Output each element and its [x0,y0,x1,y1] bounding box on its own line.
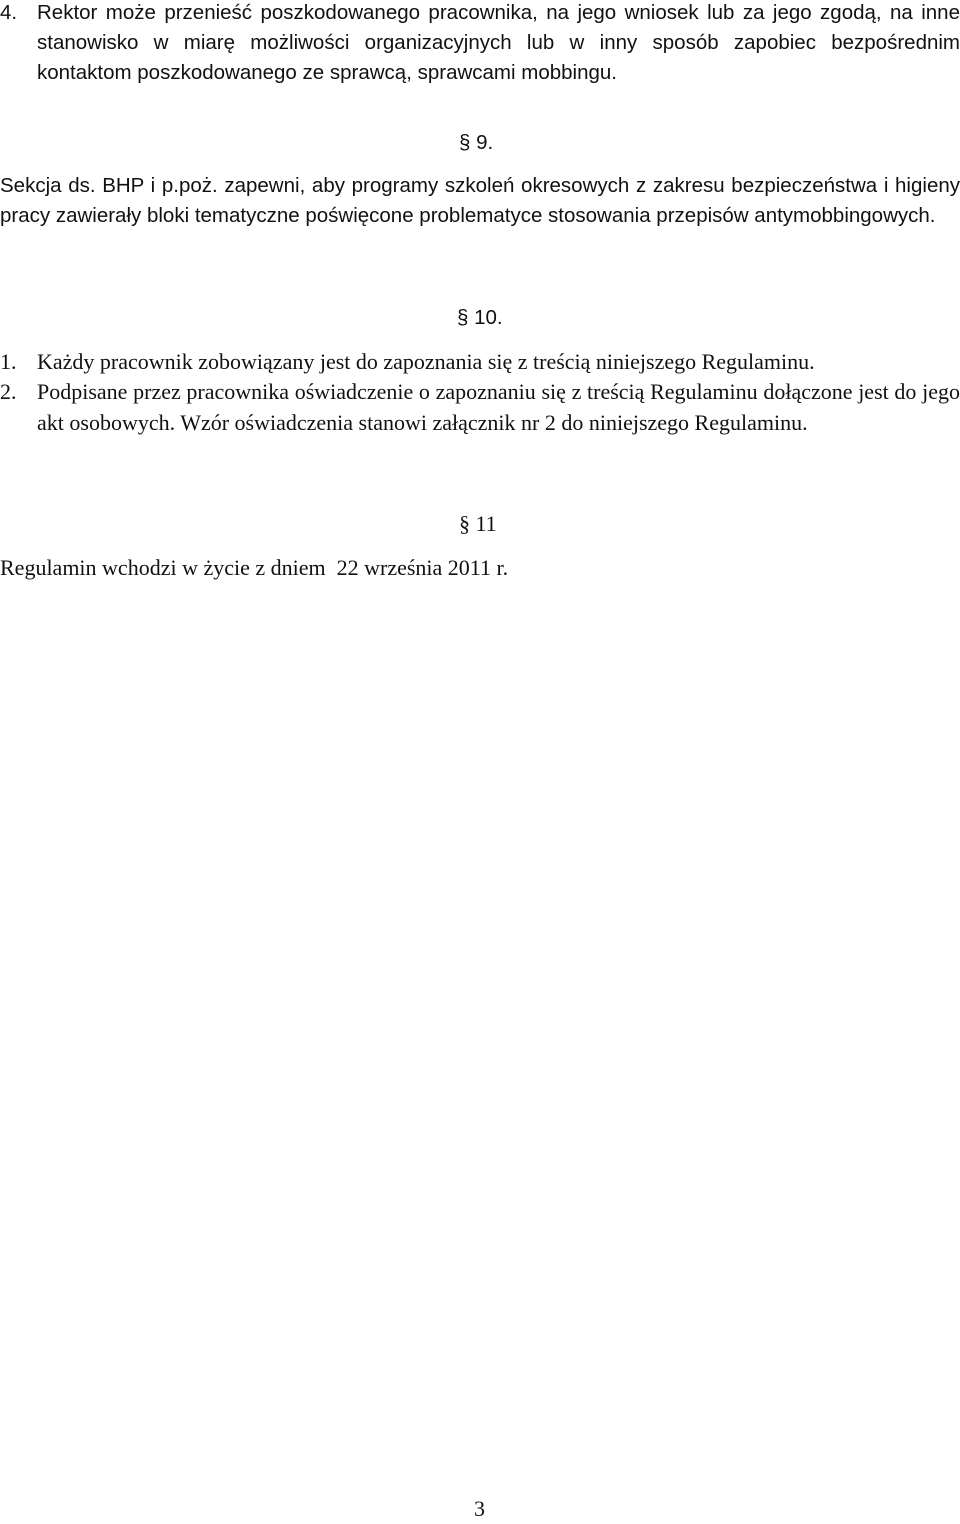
section-11-text: Regulamin wchodzi w życie z dniem 22 września 2011 r. [0,555,509,580]
page-number: 3 [474,1496,485,1521]
paragraph-4-number: 4. [0,1,18,24]
section-10-heading: § 10. [457,306,503,329]
list-item-number: 1. [0,349,17,374]
section-10-item-1 [0,346,960,377]
list-item-text: Podpisane przez pracownika oświadczenie o zapoznaniu się z treścią Regulaminu dołączone jest do jego akt osobowych. Wzór oświadczenia stanowi załącznik nr 2 do niniejszego Regulaminu. [37,379,960,435]
list-item-text: Każdy pracownik zobowiązany jest do zapoznania się z treścią niniejszego Regulaminu. [37,349,815,374]
section-9-heading: § 9. [459,131,494,154]
section-11-heading: § 11 [459,511,497,536]
section-9-text: Sekcja ds. BHP i p.poż. zapewni, aby programy szkoleń okresowych z zakresu bezpieczeństwa i higieny pracy zawierały bloki tematyczne poświęcone problematyce stosowania przepisów antymobbingowych. [0,174,960,227]
section-10-item-2 [0,376,960,438]
list-item-number: 2. [0,379,17,404]
paragraph-4 [0,0,960,88]
paragraph-4-text: Rektor może przenieść poszkodowanego pracownika, na jego wniosek lub za jego zgodą, na inne stanowisko w miarę możliwości organizacyjnych lub w inny sposób zapobiec bezpośrednim kontaktom poszkodowanego ze sprawcą, sprawcami mobbingu. [37,1,960,84]
